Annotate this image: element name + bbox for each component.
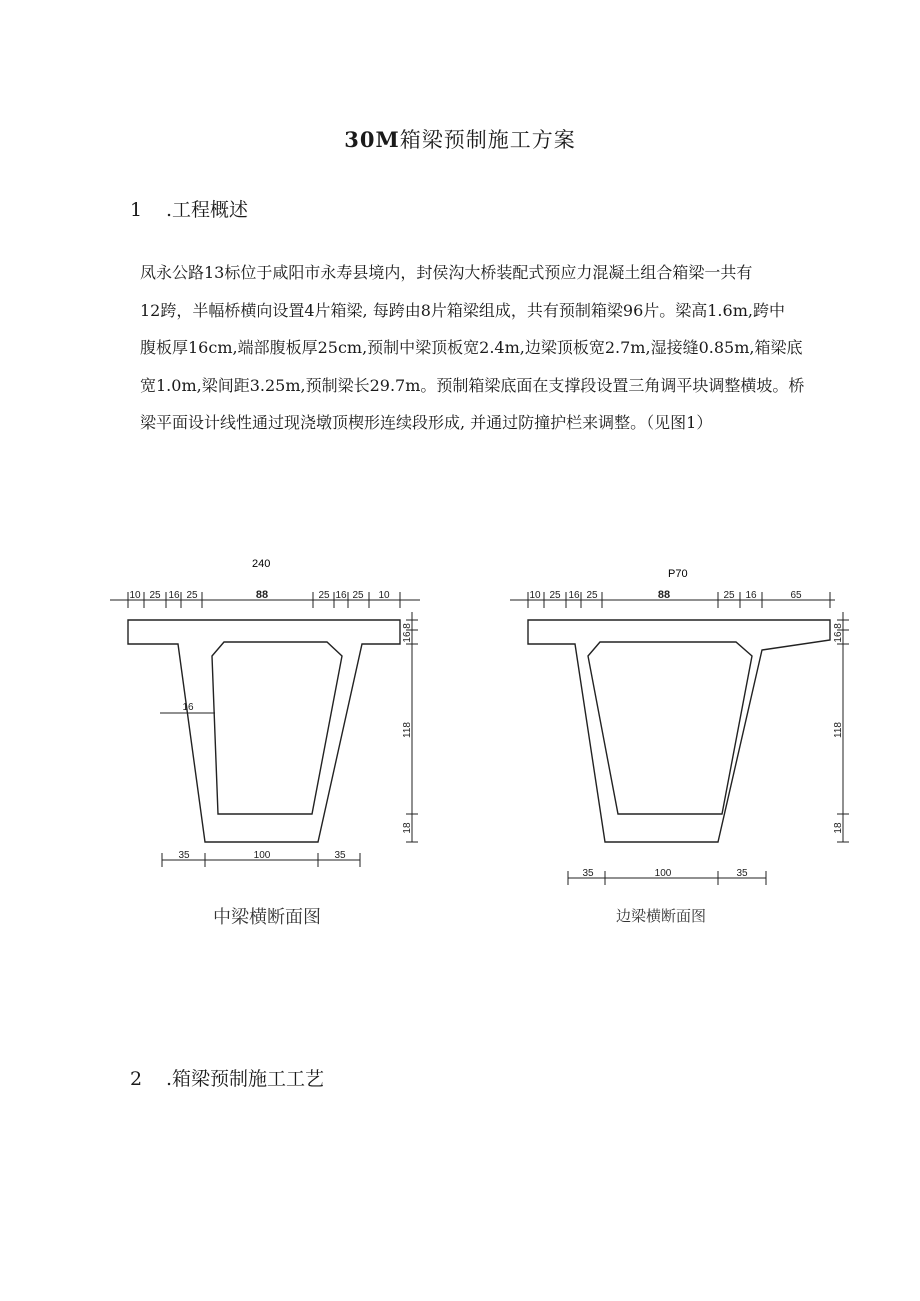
page-title [0,124,920,154]
overview-paragraph [140,254,862,442]
bottom-dim-label: 100 [253,850,271,861]
bottom-dim-label: 35 [582,868,594,879]
right-dim-label: 18 [833,822,844,834]
top-dim-label: 10 [529,590,541,601]
bottom-dim-label: 35 [334,850,346,861]
title-text: 箱梁预制施工方案 [399,128,576,152]
top-dim-label: 16 [335,590,347,601]
beam-outline [528,620,830,842]
edge-beam-caption: 边梁横断面图 [616,907,707,925]
bottom-dim-label: 35 [736,868,748,879]
right-dim-label: 18 [402,822,413,834]
top-dim-label: 25 [149,590,161,601]
middle-beam-section-drawing [100,550,430,890]
top-dim-label: 25 [352,590,364,601]
top-dim-label: 25 [586,590,598,601]
top-dim-label: 10 [378,590,390,601]
top-dim-label: 65 [790,590,802,601]
top-dim-label: 88 [255,589,269,601]
section-1-title: .工程概述 [166,199,249,221]
web-dim-label: 16 [182,702,194,713]
paragraph-line: 梁平面设计线性通过现浇墩顶楔形连续段形成, 并通过防撞护栏来调整。（见图1） [140,413,713,432]
right-dim-label: 16 [833,631,844,643]
top-dim-label: 10 [129,590,141,601]
top-dim-label: 88 [657,589,671,601]
paragraph-line: 腹板厚16cm,端部腹板厚25cm,预制中梁顶板宽2.4m,边梁顶板宽2.7m,湿接缝0.85m,箱梁底 [140,338,803,357]
section-2-title: .箱梁预制施工工艺 [166,1068,325,1090]
top-dim-label: 25 [186,590,198,601]
top-dim-label: 25 [549,590,561,601]
top-dim-label: 25 [723,590,735,601]
section-1-heading [130,195,248,222]
bottom-dim-label: 35 [178,850,190,861]
top-label: 240 [252,558,271,570]
beam-outline [128,620,400,842]
top-dim-label: 25 [318,590,330,601]
right-dim-label: 118 [833,722,844,738]
top-dim-label: 16 [745,590,757,601]
bottom-dim-label: 100 [654,868,672,879]
paragraph-line: 宽1.0m,梁间距3.25m,预制梁长29.7m。预制箱梁底面在支撑段设置三角调平块调整横坡。桥 [140,375,805,395]
middle-beam-caption: 中梁横断面图 [213,907,321,928]
section-1-number: 1 [130,199,143,221]
right-dim-label: 8 [402,623,413,629]
right-dim-label: 118 [402,722,413,738]
edge-beam-section-drawing [500,550,860,890]
section-2-heading [130,1064,324,1091]
section-2-number: 2 [130,1068,143,1090]
right-dim-label: 16 [402,631,413,643]
beam-void [588,642,752,814]
beam-void [212,642,342,814]
paragraph-line: 凤永公路13标位于咸阳市永寿县境内，封侯沟大桥装配式预应力混凝土组合箱梁一共有 [140,263,753,282]
right-dim-label: 8 [833,623,844,629]
title-prefix: 30M [344,127,400,152]
top-label: P70 [668,568,688,580]
paragraph-line: 12跨，半幅桥横向设置4片箱梁, 每跨由8片箱梁组成，共有预制箱梁96片。梁高1.6m,跨中 [140,300,785,320]
top-dim-label: 16 [168,590,180,601]
top-dim-label: 16 [568,590,580,601]
